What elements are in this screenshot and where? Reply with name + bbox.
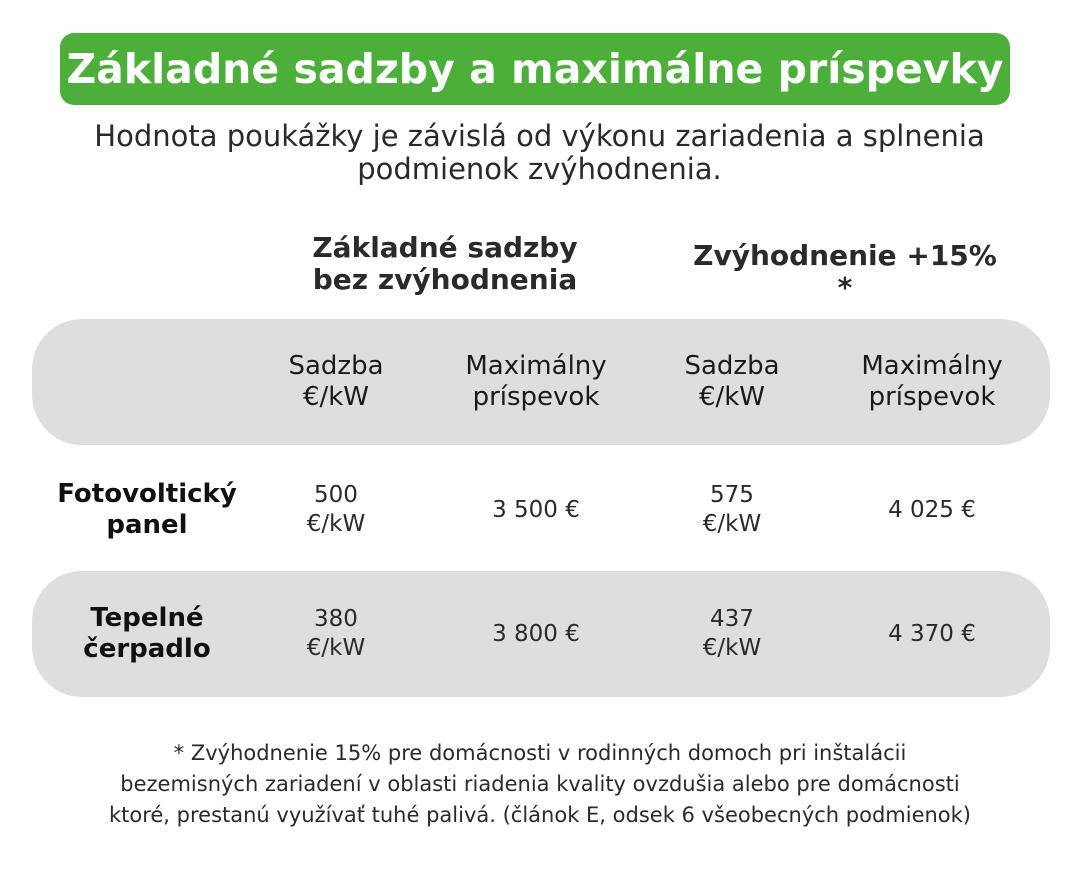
- column-header-base-max: Maximálny príspevok: [465, 351, 607, 412]
- cell-photovoltaic-bonus-rate: 575 €/kW: [702, 482, 762, 537]
- cell-photovoltaic-base-max: 3 500 €: [492, 496, 580, 523]
- title-banner: [60, 33, 1010, 105]
- cell-heat-pump-base-rate: 380 €/kW: [306, 606, 366, 661]
- page-subtitle: Hodnota poukážky je závislá od výkonu zariadenia a splnenia podmienok zvýhodnenia.: [94, 119, 985, 186]
- column-header-base-rate: Sadzba €/kW: [288, 351, 384, 412]
- cell-photovoltaic-base-rate: 500 €/kW: [306, 482, 366, 537]
- cell-photovoltaic-bonus-max: 4 025 €: [888, 496, 976, 523]
- row-label-heat-pump: Tepelné čerpadlo: [83, 603, 211, 664]
- group-header-base: Základné sadzby bez zvýhodnenia: [312, 231, 578, 296]
- cell-heat-pump-bonus-rate: 437 €/kW: [702, 606, 762, 661]
- cell-heat-pump-bonus-max: 4 370 €: [888, 620, 976, 647]
- column-header-bonus-rate: Sadzba €/kW: [684, 351, 780, 412]
- footnote: * Zvýhodnenie 15% pre domácnosti v rodinných domoch pri inštalácii bezemisných zariadení v oblasti riadenia kvality ovzdušia alebo pre domácnosti ktoré, prestanú využívať tuhé palivá. (článok E, odsek 6 všeobecných podmienok): [108, 741, 972, 827]
- cell-heat-pump-base-max: 3 800 €: [492, 620, 580, 647]
- column-header-bonus-max: Maximálny príspevok: [861, 351, 1003, 412]
- group-header-bonus: Zvýhodnenie +15% *: [693, 239, 997, 304]
- row-label-photovoltaic: Fotovoltický panel: [57, 479, 237, 540]
- page-title: Základné sadzby a maximálne príspevky: [66, 45, 1004, 93]
